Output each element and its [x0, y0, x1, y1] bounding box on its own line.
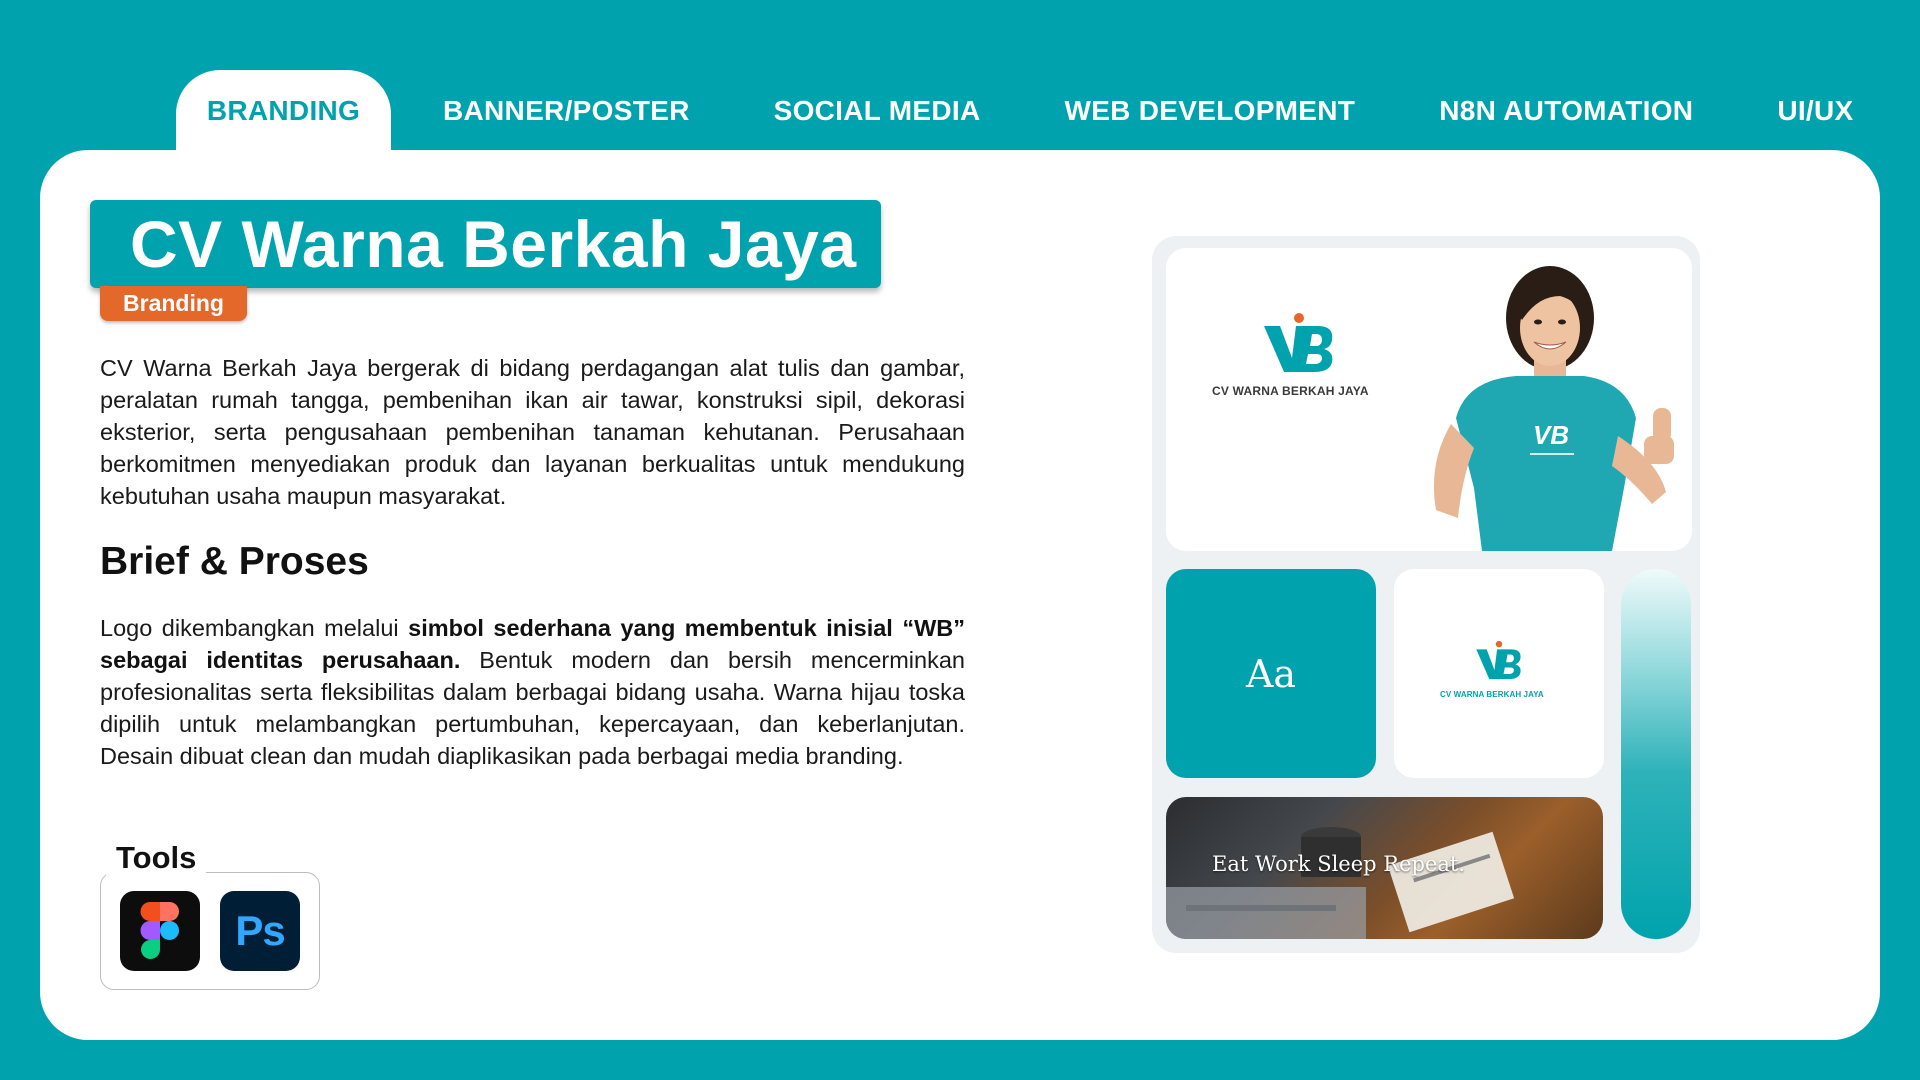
tab-ui-ux[interactable]: UI/UX — [1777, 95, 1854, 126]
person-shirt-illustration — [1166, 248, 1692, 551]
brief-text-highlight: simbol sederhana yang membentuk inisial “WB” sebagai identitas perusahaan. — [100, 615, 965, 673]
tools-label: Tools — [106, 840, 206, 876]
tab-branding[interactable]: BRANDING — [176, 70, 391, 152]
brief-text-intro: Logo dikembangkan melalui — [100, 615, 409, 641]
tab-social-media[interactable]: SOCIAL MEDIA — [773, 95, 981, 126]
typography-card: Aa — [1166, 569, 1376, 778]
project-title-banner — [90, 200, 881, 288]
brand-logo-name-small: CV WARNA BERKAH JAYA — [1440, 690, 1544, 699]
svg-text:VB: VB — [1532, 420, 1570, 450]
color-gradient-swatch — [1621, 569, 1691, 939]
photo-caption: Eat Work Sleep Repeat. — [1212, 852, 1466, 876]
brand-logo-mark-small — [1475, 640, 1523, 687]
tab-web-development[interactable]: WEB DEVELOPMENT — [1064, 95, 1356, 126]
figma-icon — [120, 891, 200, 971]
mockup-hero-card — [1166, 248, 1692, 551]
brief-text-rest: Bentuk modern dan bersih mencerminkan profesionalitas serta fleksibilitas dalam berbagai bidang usaha. Warna hijau toska dipilih untuk melambangkan pertumbuhan, kepercayaan, dan keberlanjutan. Desain dibuat clean dan mudah diaplikasikan pada berbagai media branding. — [100, 647, 965, 769]
tab-n8n-automation[interactable]: N8N AUTOMATION — [1439, 95, 1694, 126]
category-badge: Branding — [100, 286, 247, 321]
photoshop-icon: Ps — [220, 891, 300, 971]
project-title: CV Warna Berkah Jaya — [130, 207, 857, 281]
brand-logo-mark — [1262, 312, 1336, 381]
brief-heading: Brief & Proses — [100, 540, 369, 583]
project-description: CV Warna Berkah Jaya bergerak di bidang perdagangan alat tulis dan gambar, peralatan rumah tangga, pembenihan ikan air tawar, konstruksi sipil, dekorasi eksterior, serta pengusahaan pembenihan tanaman kehutanan. Perusahaan berkomitmen menyediakan produk dan layanan berkualitas untuk mendukung kebutuhan usaha maupun masyarakat. — [100, 355, 965, 509]
category-tabs — [176, 70, 1886, 152]
tab-banner-poster[interactable]: BANNER/POSTER — [443, 95, 690, 126]
brief-text — [100, 612, 965, 772]
brand-logo-name: CV WARNA BERKAH JAYA — [1212, 384, 1369, 398]
